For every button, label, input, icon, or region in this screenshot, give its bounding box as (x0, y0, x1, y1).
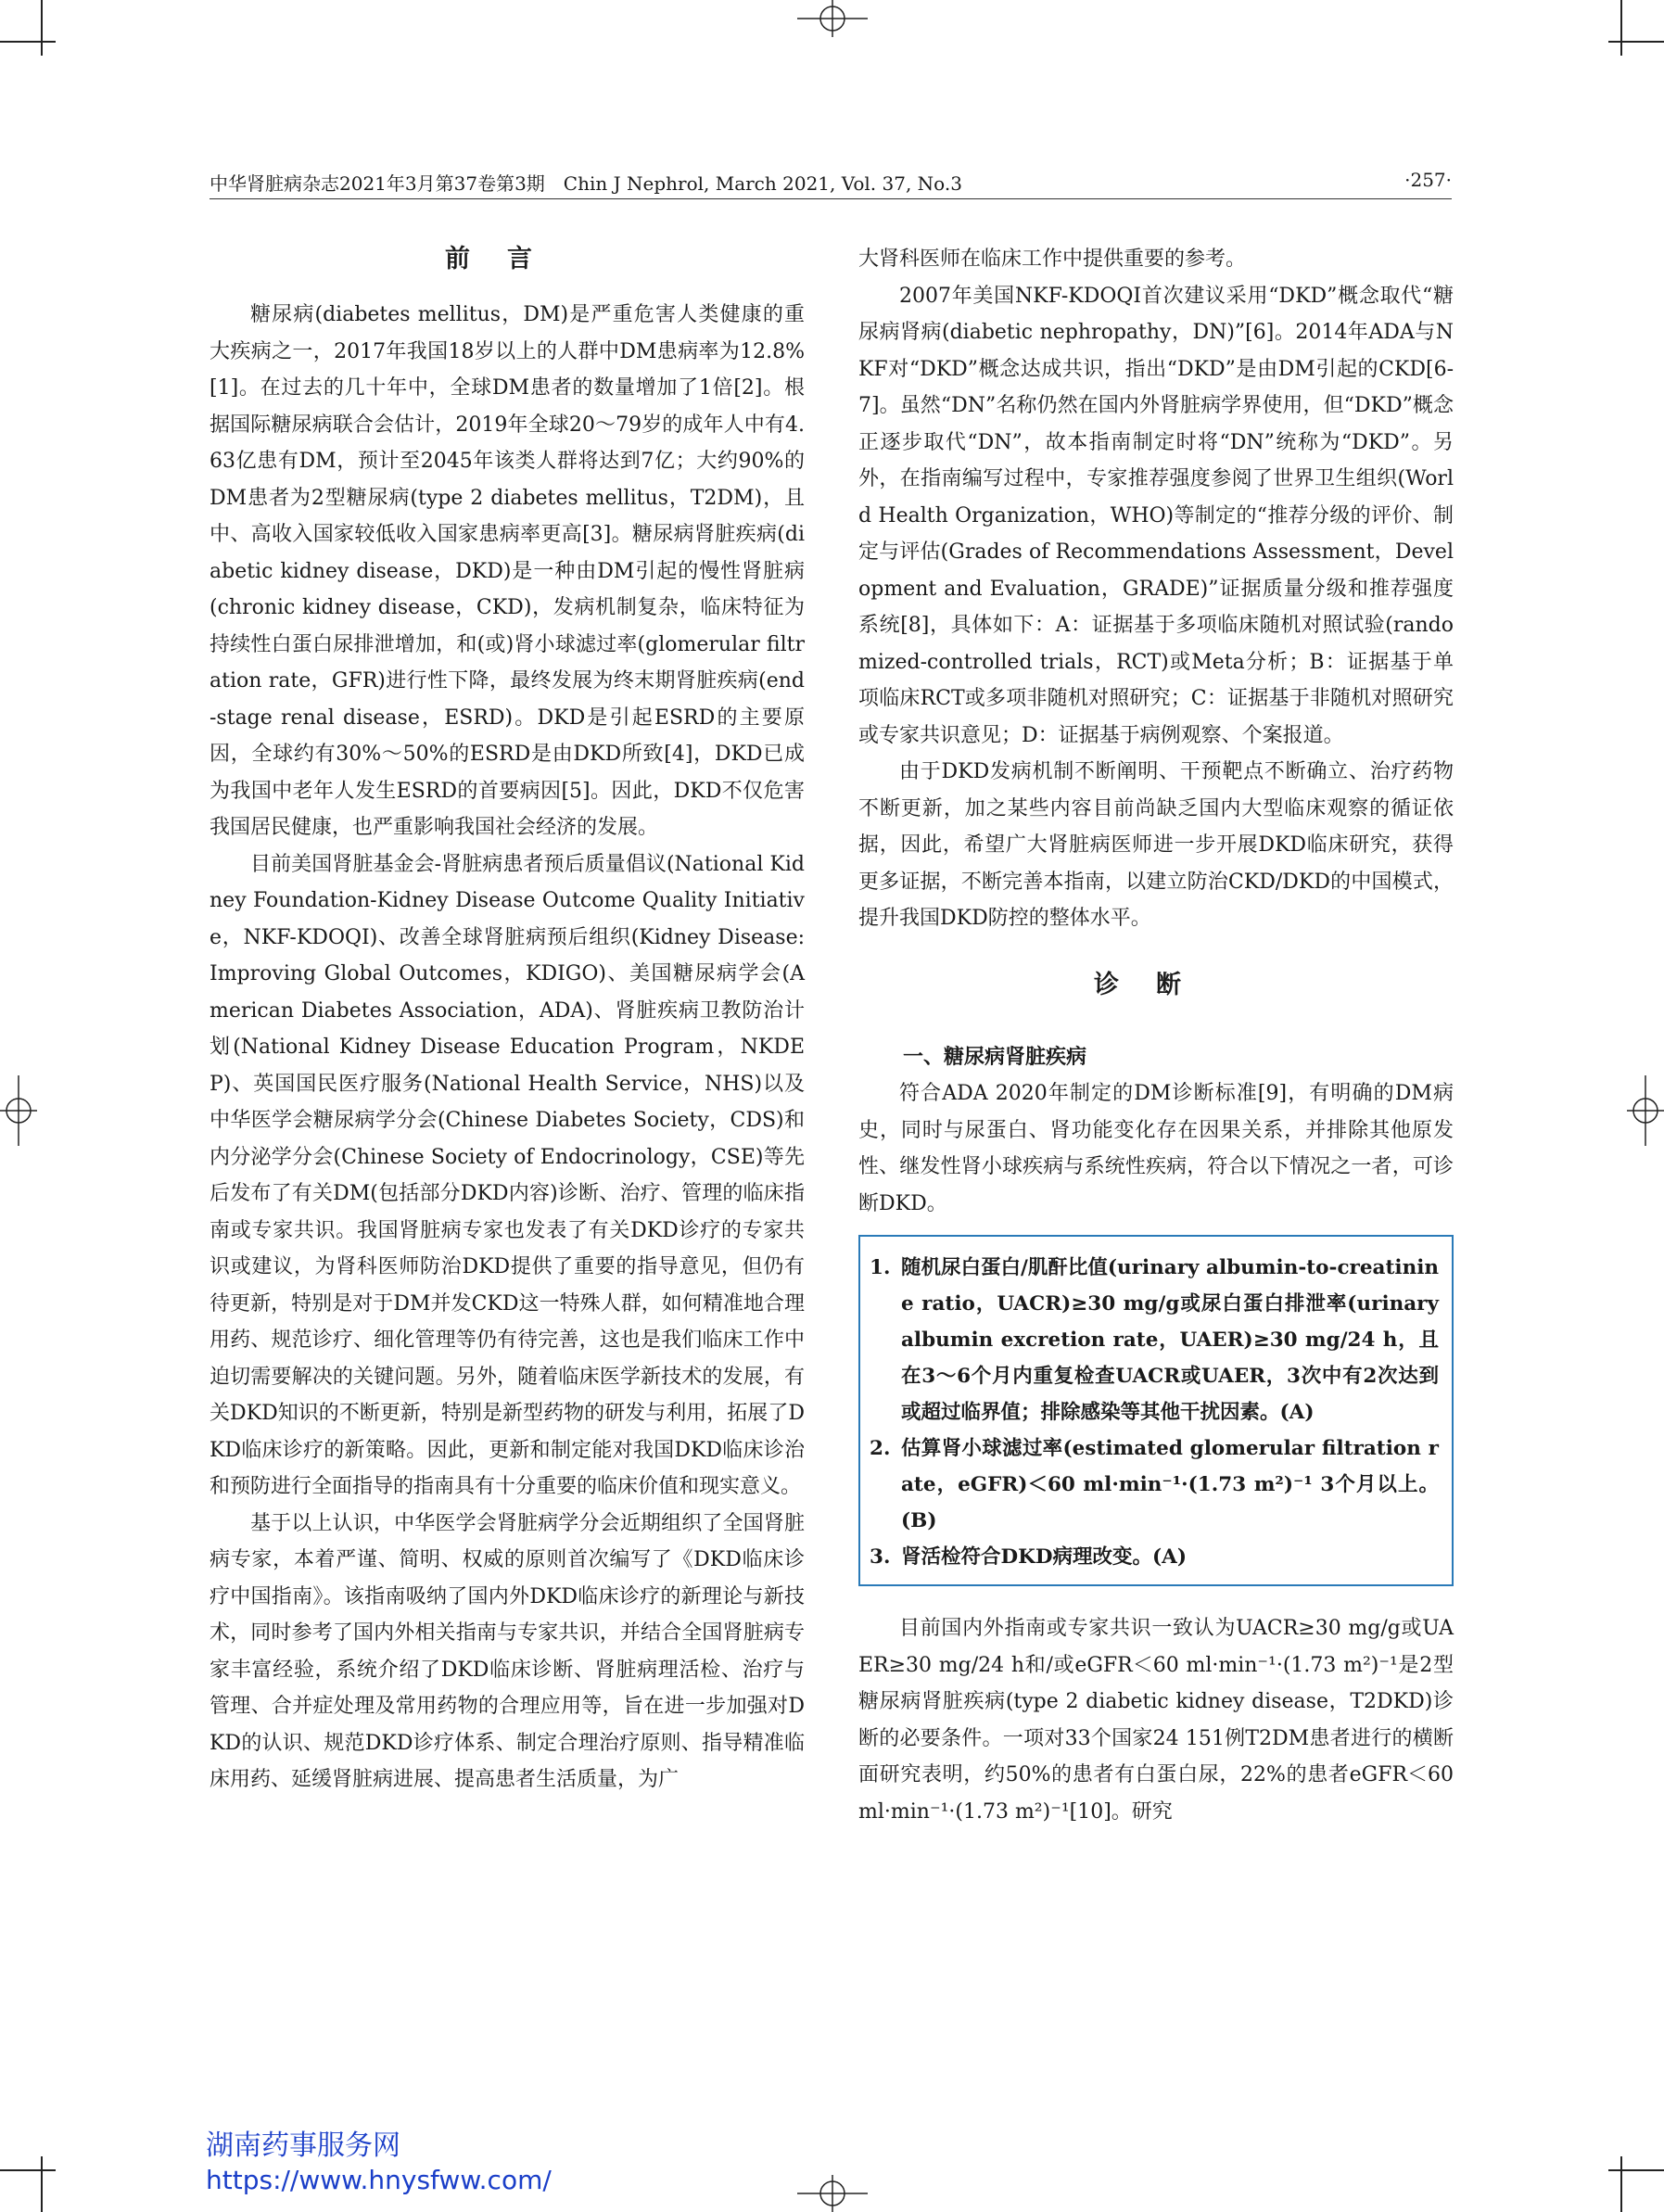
crop-mark (1620, 0, 1622, 56)
registration-mark-bottom (797, 2175, 868, 2212)
watermark (206, 2129, 552, 2197)
crop-mark (1608, 41, 1664, 43)
registration-mark-right (1627, 1075, 1664, 1146)
diagnostic-criteria-box (858, 1235, 1454, 1586)
paragraph: 目前国内外指南或专家共识一致认为UACR≥30 mg/g或UAER≥30 mg/24 h和/或eGFR＜60 ml·min⁻¹·(1.73 m²)⁻¹是2型糖尿病肾脏疾病(type 2 diabetic kidney disease，T2DKD)诊断的必要条件。一项对33个国家24 151例T2DM患者进行的横断面研究表明，约50%的患者有白蛋白尿，22%的患者eGFR＜60 ml·min⁻¹·(1.73 m²)⁻¹[10]。研究 (858, 1617, 1454, 1824)
crop-mark (41, 2156, 43, 2212)
criteria-item (870, 1539, 1439, 1575)
paragraph-continued: 大肾科医师在临床工作中提供重要的参考。 (858, 248, 1247, 271)
subsection-heading: 一、糖尿病肾脏疾病 (903, 1044, 1087, 1069)
crop-mark (1620, 2156, 1622, 2212)
paragraph: 符合ADA 2020年制定的DM诊断标准[9]，有明确的DM病史，同时与尿蛋白、肾功能变化存在因果关系，并排除其他原发性、继发性肾小球疾病与系统性疾病，符合以下情况之一者，可诊断DKD。 (858, 1082, 1454, 1215)
crop-mark (0, 2169, 56, 2171)
crop-mark (0, 41, 56, 43)
paragraph: 由于DKD发病机制不断阐明、干预靶点不断确立、治疗药物不断更新，加之某些内容目前尚缺乏国内大型临床观察的循证依据，因此，希望广大肾脏病医师进一步开展DKD临床研究，获得更多证据，不断完善本指南，以建立防治CKD/DKD的中国模式，提升我国DKD防控的整体水平。 (858, 760, 1454, 930)
page-number: ·257· (1404, 169, 1452, 191)
right-column (858, 241, 1454, 1830)
criteria-number: 1. (870, 1256, 891, 1279)
watermark-url[interactable]: https://www.hnysfww.com/ (206, 2165, 552, 2195)
criteria-text: 随机尿白蛋白/肌酐比值(urinary albumin-to-creatinine ratio，UACR)≥30 mg/g或尿白蛋白排泄率(urinary albumin excretion rate，UAER)≥30 mg/24 h，且在3～6个月内重复检查UACR或UAER，3次中有2次达到或超过临界值；排除感染等其他干扰因素。(A) (901, 1256, 1440, 1424)
crop-mark (1608, 2169, 1664, 2171)
paragraph: 基于以上认识，中华医学会肾脏病学分会近期组织了全国肾脏病专家，本着严谨、简明、权威的原则首次编写了《DKD临床诊疗中国指南》。该指南吸纳了国内外DKD临床诊疗的新理论与新技术，同时参考了国内外相关指南与专家共识，并结合全国肾脏病专家丰富经验，系统介绍了DKD临床诊断、肾脏病理活检、治疗与管理、合并症处理及常用药物的合理应用等，旨在进一步加强对DKD的认识、规范DKD诊疗体系、制定合理治疗原则、指导精准临床用药、延缓肾脏病进展、提高患者生活质量，为广 (210, 1511, 805, 1791)
registration-mark-left (0, 1075, 37, 1146)
preface-title: 前言 (445, 245, 569, 273)
crop-mark (41, 0, 43, 56)
left-column (210, 241, 805, 1799)
running-header (210, 169, 1452, 199)
paragraph: 目前美国肾脏基金会-肾脏病患者预后质量倡议(National Kidney Foundation-Kidney Disease Outcome Quality Initiative，NKF-KDOQI)、改善全球肾脏病预后组织(Kidney Disease: Improving Global Outcomes，KDIGO)、美国糖尿病学会(American Diabetes Association，ADA)、肾脏疾病卫教防治计划(National Kidney Disease Education Program，NKDEP)、英国国民医疗服务(National Health Service，NHS)以及中华医学会糖尿病学分会(Chinese Diabetes Society，CDS)和内分泌学分会(Chinese Society of Endocrinology，CSE)等先后发布了有关DM(包括部分DKD内容)诊断、治疗、管理的临床指南或专家共识。我国肾脏病专家也发表了有关DKD诊疗的专家共识或建议，为肾科医师防治DKD提供了重要的指导意见，但仍有待更新，特别是对于DM并发CKD这一特殊人群，如何精准地合理用药、规范诊疗、细化管理等仍有待完善，这也是我们临床工作中迫切需要解决的关键问题。另外，随着临床医学新技术的发展，有关DKD知识的不断更新，特别是新型药物的研发与利用，拓展了DKD临床诊疗的新策略。因此，更新和制定能对我国DKD临床诊治和预防进行全面指导的指南具有十分重要的临床价值和现实意义。 (210, 852, 805, 1498)
paragraph: 糖尿病(diabetes mellitus，DM)是严重危害人类健康的重大疾病之一，2017年我国18岁以上的人群中DM患病率为12.8%[1]。在过去的几十年中，全球DM患者的数量增加了1倍[2]。根据国际糖尿病联合会估计，2019年全球20～79岁的成年人中有4.63亿患有DM，预计至2045年该类人群将达到7亿；大约90%的DM患者为2型糖尿病(type 2 diabetes mellitus，T2DM)，且中、高收入国家较低收入国家患病率更高[3]。糖尿病肾脏疾病(diabetic kidney disease，DKD)是一种由DM引起的慢性肾脏病(chronic kidney disease，CKD)，发病机制复杂，临床特征为持续性白蛋白尿排泄增加，和(或)肾小球滤过率(glomerular filtration rate，GFR)进行性下降，最终发展为终末期肾脏疾病(end-stage renal disease，ESRD)。DKD是引起ESRD的主要原因，全球约有30%～50%的ESRD是由DKD所致[4]，DKD已成为我国中老年人发生ESRD的首要病因[5]。因此，DKD不仅危害我国居民健康，也严重影响我国社会经济的发展。 (210, 303, 805, 839)
journal-citation: 中华肾脏病杂志2021年3月第37卷第3期 Chin J Nephrol, March 2021, Vol. 37, No.3 (210, 172, 962, 195)
criteria-number: 3. (870, 1545, 891, 1569)
criteria-text: 肾活检符合DKD病理改变。(A) (901, 1545, 1188, 1569)
criteria-text: 估算肾小球滤过率(estimated glomerular filtration rate，eGFR)＜60 ml·min⁻¹·(1.73 m²)⁻¹ 3个月以上。(B) (901, 1437, 1439, 1532)
watermark-name: 湖南药事服务网 (206, 2129, 400, 2162)
paragraph: 2007年美国NKF-KDOQI首次建议采用“DKD”概念取代“糖尿病肾病(diabetic nephropathy，DN)”[6]。2014年ADA与NKF对“DKD”概念达成共识，指出“DKD”是由DM引起的CKD[6-7]。虽然“DN”名称仍然在国内外肾脏病学界使用，但“DKD”概念正逐步取代“DN”，故本指南制定时将“DN”统称为“DKD”。另外，在指南编写过程中，专家推荐强度参阅了世界卫生组织(World Health Organization，WHO)等制定的“推荐分级的评价、制定与评估(Grades of Recommendations Assessment，Development and Evaluation，GRADE)”证据质量分级和推荐强度系统[8]，具体如下：A：证据基于多项临床随机对照试验(randomized-controlled trials，RCT)或Meta分析；B：证据基于单项临床RCT或多项非随机对照研究；C：证据基于非随机对照研究或专家共识意见；D：证据基于病例观察、个案报道。 (858, 284, 1454, 747)
criteria-item (870, 1250, 1439, 1430)
criteria-item (870, 1430, 1439, 1539)
criteria-number: 2. (870, 1437, 891, 1460)
registration-mark-top (797, 0, 868, 37)
diagnosis-title: 诊断 (1094, 970, 1218, 999)
